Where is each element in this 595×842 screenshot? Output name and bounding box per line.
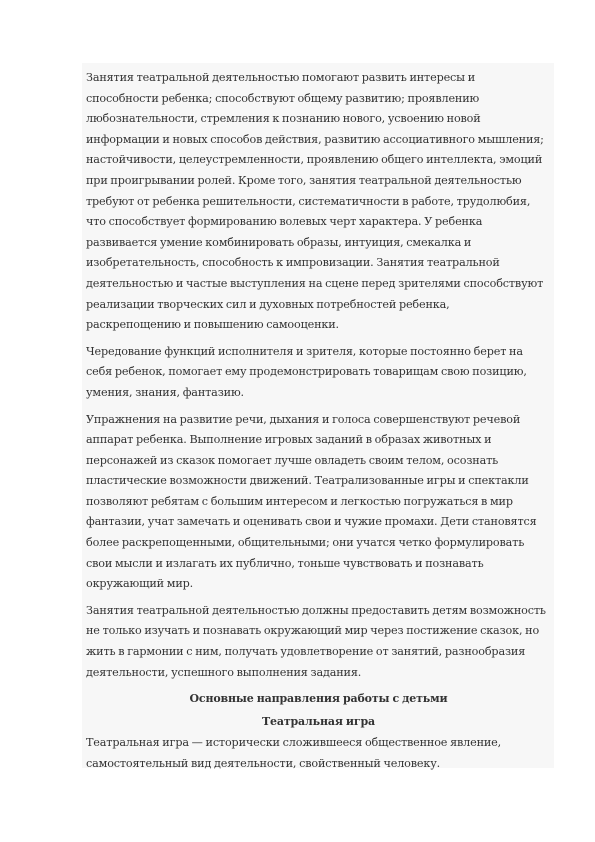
text-line: самостоятельный вид деятельности, свойственный человеку. bbox=[86, 757, 441, 770]
text-line: требуют от ребенка решительности, систематичности в работе, трудолюбия, bbox=[86, 194, 531, 208]
paragraph-theatre-game bbox=[86, 733, 551, 774]
text-line: позволяют ребятам с большим интересом и легкостью погружаться в мир bbox=[86, 494, 513, 508]
paragraph-theatre-benefits bbox=[86, 68, 551, 336]
section-heading: Основные направления работы с детьми bbox=[189, 692, 448, 706]
text-line: при проигрывании ролей. Кроме того, занятия театральной деятельностью bbox=[86, 173, 522, 187]
text-line: деятельностью и частые выступления на сцене перед зрителями способствуют bbox=[86, 276, 544, 290]
text-line: способности ребенка; способствуют общему развитию; проявлению bbox=[86, 91, 480, 105]
text-line: Занятия театральной деятельностью должны предоставить детям возможность bbox=[86, 603, 546, 617]
text-line: информации и новых способов действия, развитию ассоциативного мышления; bbox=[86, 132, 544, 146]
text-line: персонажей из сказок помогает лучше овладеть своим телом, осознать bbox=[86, 453, 499, 467]
text-line: Упражнения на развитие речи, дыхания и голоса совершенствуют речевой bbox=[86, 412, 521, 426]
text-line: умения, знания, фантазию. bbox=[86, 385, 244, 399]
text-line: пластические возможности движений. Театрализованные игры и спектакли bbox=[86, 474, 529, 488]
paragraph-speech-exercises bbox=[86, 410, 551, 595]
document-text-area bbox=[82, 63, 554, 768]
text-line: реализации творческих сил и духовных потребностей ребенка, bbox=[86, 297, 450, 311]
paragraph-performer-viewer bbox=[86, 342, 551, 404]
text-line: что способствует формированию волевых черт характера. У ребенка bbox=[86, 215, 483, 229]
text-line: развивается умение комбинировать образы, интуиция, смекалка и bbox=[86, 235, 472, 249]
text-line: изобретательность, способность к импровизации. Занятия театральной bbox=[86, 256, 500, 270]
text-line: Театральная игра — исторически сложившееся общественное явление, bbox=[86, 736, 502, 750]
text-line: не только изучать и познавать окружающий мир через постижение сказок, но bbox=[86, 624, 540, 638]
paragraph-opportunities bbox=[86, 601, 551, 683]
text-line: жить в гармонии с ним, получать удовлетворение от занятий, разнообразия bbox=[86, 645, 526, 659]
text-line: себя ребенок, помогает ему продемонстрировать товарищам свою позицию, bbox=[86, 365, 527, 379]
text-line: настойчивости, целеустремленности, проявлению общего интеллекта, эмоций bbox=[86, 153, 543, 167]
text-line: фантазии, учат замечать и оценивать свои и чужие промахи. Дети становятся bbox=[86, 515, 537, 529]
text-line: любознательности, стремления к познанию нового, усвоению новой bbox=[86, 112, 481, 126]
text-line: раскрепощению и повышению самооценки. bbox=[86, 318, 339, 332]
text-line: свои мысли и излагать их публично, тоньше чувствовать и познавать bbox=[86, 556, 484, 570]
text-line: аппарат ребенка. Выполнение игровых заданий в образах животных и bbox=[86, 433, 492, 447]
text-line: Занятия театральной деятельностью помогают развить интересы и bbox=[86, 71, 476, 84]
text-line: окружающий мир. bbox=[86, 577, 194, 591]
text-line: Чередование функций исполнителя и зрителя, которые постоянно берет на bbox=[86, 344, 523, 358]
text-line: деятельности, успешного выполнения задания. bbox=[86, 665, 362, 679]
subsection-heading: Театральная игра bbox=[261, 714, 376, 728]
text-line: более раскрепощенными, общительными; они учатся четко формулировать bbox=[86, 536, 525, 550]
